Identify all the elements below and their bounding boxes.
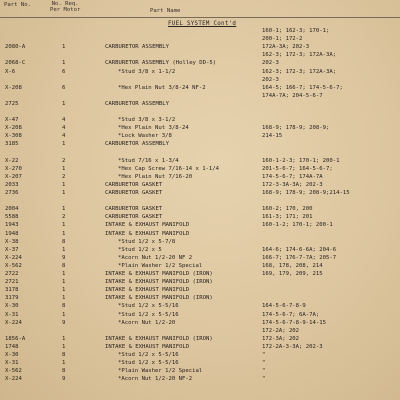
- reference-numbers: 164-5-6-7-8-9: [262, 303, 306, 310]
- part-name: *Lock Washer 3/8: [118, 133, 172, 140]
- reference-numbers: 172-3-3A-3A; 202-3: [262, 181, 323, 188]
- table-row: [0, 367, 400, 375]
- reference-numbers: 172-2A-3-3A; 202-3: [262, 343, 323, 350]
- table-row: [0, 76, 400, 84]
- quantity: 1: [62, 60, 66, 67]
- quantity: 4: [62, 133, 66, 140]
- quantity: 8: [62, 262, 66, 269]
- part-number: X-30: [5, 352, 19, 358]
- quantity: 1: [62, 44, 66, 51]
- part-name: *Hex Cap Screw 7/16-14 x 1-1/4: [118, 165, 220, 172]
- quantity: 9: [62, 319, 66, 326]
- part-name: *Stud 1/2 x 5-5/16: [118, 311, 179, 318]
- table-row: [0, 116, 400, 124]
- part-number: X-31: [5, 311, 19, 318]
- part-name: *Acorn Nut 1/2-20 NF 2: [118, 254, 193, 261]
- header-no-req: No. Req. Per Motor: [50, 1, 81, 13]
- reference-numbers: 200-1; 172-2: [262, 36, 303, 43]
- part-number: X-208: [5, 84, 22, 91]
- reference-numbers: 202-3: [262, 60, 279, 67]
- part-number: 2736: [5, 190, 19, 196]
- table-row: [0, 286, 400, 294]
- part-name: INTAKE & EXHAUST MANIFOLD (IRON): [105, 335, 213, 342]
- reference-numbers: 168-9; 178-9; 208-9;: [262, 125, 330, 132]
- quantity: 6: [62, 68, 66, 75]
- part-number: X-6: [5, 68, 16, 75]
- part-number: X-224: [5, 319, 22, 326]
- part-number: 3178: [5, 287, 19, 294]
- quantity: 4: [62, 117, 66, 124]
- reference-numbers: ": [262, 360, 266, 367]
- part-number: 2725: [5, 100, 19, 107]
- quantity: 1: [62, 246, 66, 253]
- part-name: *Stud 3/8 x 3-1/2: [118, 117, 176, 124]
- table-row: [0, 84, 400, 92]
- part-number: X-37: [5, 246, 19, 253]
- part-number: 1856-A: [5, 335, 26, 342]
- quantity: 2: [62, 173, 66, 180]
- table-row: [0, 327, 400, 335]
- table-row: [0, 205, 400, 213]
- quantity: 1: [62, 271, 66, 277]
- quantity: 2: [62, 157, 66, 164]
- table-row: [0, 181, 400, 189]
- reference-numbers: 174A-7A; 204-5-6-7: [262, 92, 323, 99]
- reference-numbers: 166-7; 176-7-7A; 205-7: [262, 254, 337, 261]
- header-part-name: Part Name: [150, 8, 181, 14]
- quantity: 6: [62, 84, 66, 91]
- reference-numbers: ": [262, 368, 266, 375]
- part-name: *Plain Washer 1/2 Special: [118, 262, 203, 269]
- part-name: CARBURETOR GASKET: [105, 190, 163, 196]
- quantity: 1: [62, 287, 66, 294]
- part-number: X-562: [5, 262, 22, 269]
- quantity: 1: [62, 181, 66, 188]
- table-row: [0, 294, 400, 302]
- part-name: *Stud 1/2 x 5-5/16: [118, 360, 179, 367]
- table-row: [0, 132, 400, 140]
- part-name: INTAKE & EXHAUST MANIFOLD: [105, 343, 190, 350]
- table-row: [0, 213, 400, 221]
- part-name: *Hex Plain Nut 3/8-24: [118, 125, 189, 132]
- table-row: [0, 359, 400, 367]
- part-name: INTAKE & EXHAUST MANIFOLD (IRON): [105, 295, 213, 302]
- table-row: [0, 230, 400, 238]
- table-row: [0, 197, 400, 205]
- table-row: [0, 108, 400, 116]
- part-name: *Plain Washer 1/2 Special: [118, 368, 203, 375]
- part-name: INTAKE & EXHAUST MANIFOLD: [105, 230, 190, 237]
- quantity: 8: [62, 303, 66, 310]
- table-row: [0, 124, 400, 132]
- reference-numbers: 161-3; 171; 201: [262, 214, 313, 221]
- quantity: 4: [62, 125, 66, 132]
- part-number: 2068-C: [5, 60, 26, 67]
- part-name: CARBURETOR GASKET: [105, 206, 163, 213]
- quantity: 1: [62, 222, 66, 229]
- part-number: 3179: [5, 295, 19, 302]
- part-name: INTAKE & EXHAUST MANIFOLD (IRON): [105, 279, 213, 286]
- part-number: X-270: [5, 165, 22, 172]
- part-number: 3185: [5, 141, 19, 148]
- reference-numbers: 174-5-6-7-8-9-14-15: [262, 319, 326, 326]
- table-row: [0, 100, 400, 108]
- table-row: [0, 343, 400, 351]
- quantity: 1: [62, 230, 66, 237]
- reference-numbers: 169, 179, 209, 215: [262, 271, 323, 277]
- quantity: 9: [62, 376, 66, 383]
- part-number: X-22: [5, 157, 19, 164]
- part-name: *Stud 1/2 x 5-7/8: [118, 238, 176, 245]
- part-name: *Stud 7/16 x 1-3/4: [118, 157, 179, 164]
- quantity: 1: [62, 279, 66, 286]
- quantity: 1: [62, 295, 66, 302]
- reference-numbers: 172-3A; 202: [262, 335, 300, 342]
- part-name: INTAKE & EXHAUST MANIFOLD: [105, 287, 190, 294]
- part-number: 2722: [5, 271, 19, 277]
- part-number: X-47: [5, 117, 19, 124]
- part-number: 1748: [5, 343, 19, 350]
- reference-numbers: 160-1-2; 170-1; 200-1: [262, 222, 333, 229]
- reference-numbers: 214-15: [262, 133, 283, 140]
- reference-numbers: 164-6; 174-6-6A; 204-6: [262, 246, 337, 253]
- table-row: [0, 278, 400, 286]
- quantity: 8: [62, 238, 66, 245]
- table-row: [0, 173, 400, 181]
- part-name: CARBURETOR GASKET: [105, 181, 163, 188]
- quantity: 1: [62, 206, 66, 213]
- table-row: [0, 189, 400, 197]
- part-name: *Stud 1/2 x 5-5/16: [118, 352, 179, 358]
- part-name: *Stud 3/8 x 1-1/2: [118, 68, 176, 75]
- reference-numbers: 162-3; 172-3; 172A-3A;: [262, 52, 337, 59]
- part-name: CARBURETOR ASSEMBLY (Holley DD-5): [105, 60, 217, 67]
- quantity: 8: [62, 352, 66, 358]
- table-row: [0, 27, 400, 35]
- reference-numbers: 174-5-6-7; 174A-7A: [262, 173, 323, 180]
- part-number: X-308: [5, 133, 22, 140]
- reference-numbers: 160-2; 170, 200: [262, 206, 313, 213]
- table-row: [0, 68, 400, 76]
- part-number: 1948: [5, 230, 19, 237]
- quantity: 1: [62, 311, 66, 318]
- quantity: 1: [62, 165, 66, 172]
- section-title: FUEL SYSTEM Cont'd: [168, 21, 237, 27]
- quantity: 1: [62, 360, 66, 367]
- part-name: *Hex Plain Nut 3/8-24 NF-2: [118, 84, 206, 91]
- table-row: [0, 375, 400, 383]
- reference-numbers: 174-5-6-7; 6A-7A;: [262, 311, 320, 318]
- part-name: *Acorn Nut 1/2-20 NF-2: [118, 376, 193, 383]
- quantity: 1: [62, 100, 66, 107]
- part-number: 2004: [5, 206, 19, 213]
- part-number: X-224: [5, 254, 22, 261]
- reference-numbers: 160-1-2-3; 170-1; 200-1: [262, 157, 340, 164]
- part-number: X-562: [5, 368, 22, 375]
- part-name: INTAKE & EXHAUST MANIFOLD: [105, 222, 190, 229]
- reference-numbers: 202-3: [262, 76, 279, 83]
- table-row: [0, 238, 400, 246]
- part-name: *Hex Plain Nut 7/16-20: [118, 173, 193, 180]
- table-row: [0, 43, 400, 51]
- quantity: 1: [62, 141, 66, 148]
- part-number: X-30: [5, 303, 19, 310]
- part-name: CARBURETOR ASSEMBLY: [105, 141, 169, 148]
- table-row: [0, 157, 400, 165]
- table-row: [0, 35, 400, 43]
- part-number: X-207: [5, 173, 22, 180]
- table-row: [0, 319, 400, 327]
- table-row: [0, 51, 400, 59]
- part-number: 2080-A: [5, 44, 26, 51]
- quantity: 9: [62, 254, 66, 261]
- reference-numbers: 160-1; 162-3; 170-1;: [262, 28, 330, 34]
- part-name: CARBURETOR GASKET: [105, 214, 163, 221]
- part-number: X-224: [5, 376, 22, 383]
- table-row: [0, 221, 400, 229]
- table-row: [0, 140, 400, 148]
- table-row: [0, 351, 400, 359]
- quantity: 8: [62, 368, 66, 375]
- reference-numbers: 172-2A; 202: [262, 327, 300, 334]
- quantity: 1: [62, 335, 66, 342]
- table-row: [0, 246, 400, 254]
- part-number: X-31: [5, 360, 19, 367]
- part-number: X-38: [5, 238, 19, 245]
- part-number: 2721: [5, 279, 19, 286]
- quantity: 1: [62, 343, 66, 350]
- reference-numbers: 201-5-6-7; 164-5-6-7;: [262, 165, 333, 172]
- reference-numbers: 172A-3A; 202-3: [262, 44, 310, 51]
- table-row: [0, 302, 400, 310]
- quantity: 2: [62, 214, 66, 221]
- part-name: *Stud 1/2 x 5-5/16: [118, 303, 179, 310]
- table-row: [0, 262, 400, 270]
- header-rule: [0, 17, 400, 18]
- part-name: *Stud 1/2 x 5: [118, 246, 162, 253]
- table-row: [0, 165, 400, 173]
- part-name: CARBURETOR ASSEMBLY: [105, 44, 169, 51]
- table-row: [0, 59, 400, 67]
- quantity: 1: [62, 190, 66, 196]
- reference-numbers: 164-5; 166-7; 174-5-6-7;: [262, 84, 343, 91]
- header-part-no: Part No.: [4, 2, 31, 8]
- part-number: 1943: [5, 222, 19, 229]
- part-name: INTAKE & EXHAUST MANIFOLD (IRON): [105, 271, 213, 277]
- part-number: X-208: [5, 125, 22, 132]
- table-row: [0, 311, 400, 319]
- part-name: *Acorn Nut 1/2-20: [118, 319, 176, 326]
- reference-numbers: 162-3; 172-3; 172A-3A;: [262, 68, 337, 75]
- reference-numbers: ": [262, 352, 266, 358]
- table-row: [0, 92, 400, 100]
- part-number: 2033: [5, 181, 19, 188]
- part-name: CARBURETOR ASSEMBLY: [105, 100, 169, 107]
- table-row: [0, 270, 400, 278]
- table-row: [0, 335, 400, 343]
- reference-numbers: 168, 178, 208, 214: [262, 262, 323, 269]
- part-number: 5588: [5, 214, 19, 221]
- reference-numbers: 168-9; 178-9; 208-9;214-15: [262, 190, 350, 196]
- table-row: [0, 149, 400, 157]
- table-row: [0, 254, 400, 262]
- reference-numbers: ": [262, 376, 266, 383]
